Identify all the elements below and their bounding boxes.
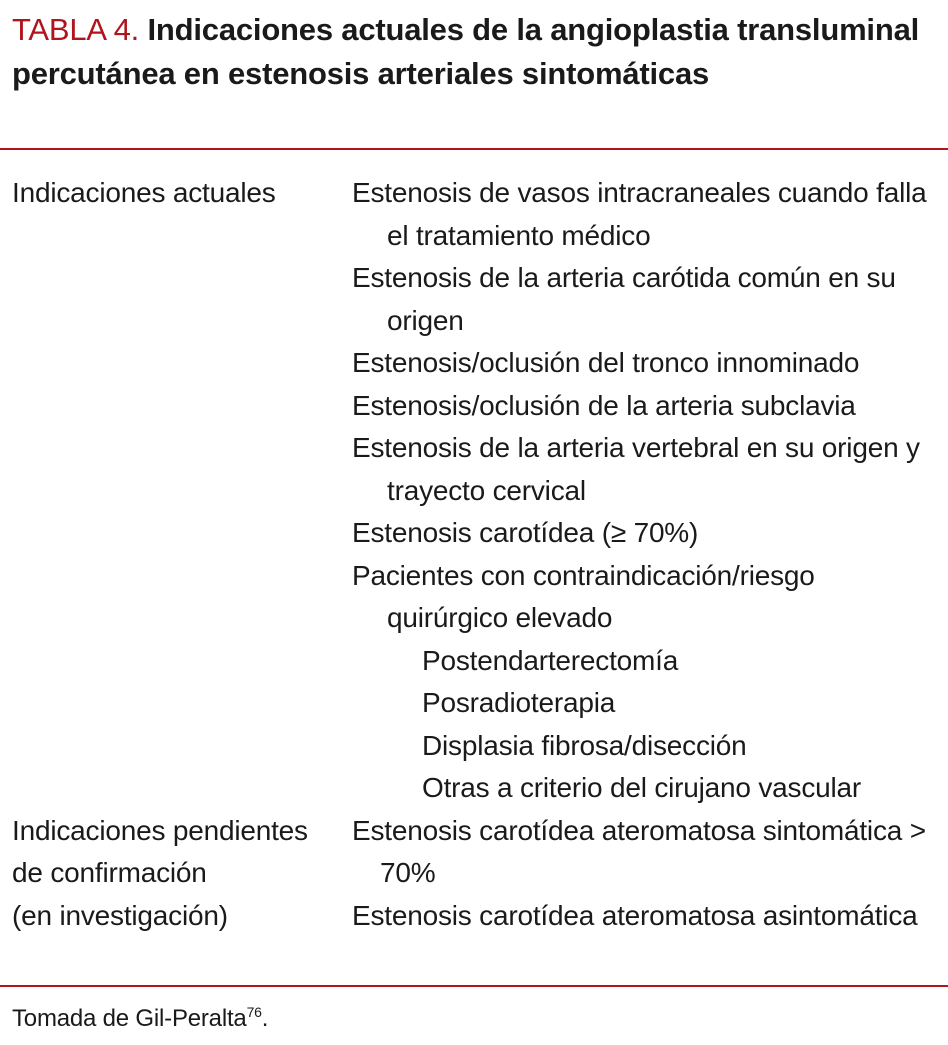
indication-item: Estenosis/oclusión de la arteria subclavia — [352, 389, 856, 421]
indication-item: Estenosis/oclusión del tronco innominado — [352, 347, 860, 378]
category-cell — [12, 172, 352, 810]
table-row — [12, 810, 932, 938]
table-row — [12, 172, 932, 810]
category-line: Indicaciones actuales — [12, 177, 276, 208]
indication-item: Estenosis de la arteria carótida común en su origen — [352, 262, 896, 336]
indication-item: Estenosis carotídea ateromatosa sintomática > 70% — [352, 814, 926, 888]
items-cell — [352, 810, 932, 938]
category-line: (en investigación) — [12, 899, 228, 931]
indication-item: Pacientes con contraindicación/riesgo quirúrgico elevado — [352, 559, 815, 633]
indication-item: Estenosis carotídea (≥ 70%) — [352, 517, 699, 548]
indication-item: Estenosis de la arteria vertebral en su origen y trayecto cervical — [352, 432, 920, 506]
reference-number: 76 — [246, 1004, 262, 1020]
bottom-rule — [0, 985, 948, 987]
indications-table — [12, 172, 932, 937]
category-cell — [12, 810, 352, 938]
table-title — [12, 8, 948, 96]
table-title-text: Indicaciones actuales de la angioplastia transluminal percutánea en estenosis arteriales sintomáticas — [12, 12, 920, 91]
table-source — [12, 1002, 268, 1036]
indication-subitem: Otras a criterio del cirujano vascular — [422, 772, 862, 803]
indication-subitem: Postendarterectomía — [422, 644, 679, 676]
table-number: TABLA 4. — [12, 12, 140, 47]
indication-subitem: Displasia fibrosa/disección — [422, 729, 747, 761]
indication-subitem: Posradioterapia — [422, 687, 616, 718]
category-line: Indicaciones pendientes — [12, 814, 308, 846]
category-line: de confirmación — [12, 857, 207, 888]
indication-item: Estenosis de vasos intracraneales cuando falla el tratamiento médico — [352, 177, 927, 251]
source-end: . — [261, 1005, 269, 1032]
indication-item: Estenosis carotídea ateromatosa asintomática — [352, 899, 918, 931]
top-rule — [0, 148, 948, 150]
source-text: Tomada de Gil-Peralta — [12, 1005, 247, 1032]
table-caption — [12, 8, 948, 96]
items-cell — [352, 172, 932, 810]
